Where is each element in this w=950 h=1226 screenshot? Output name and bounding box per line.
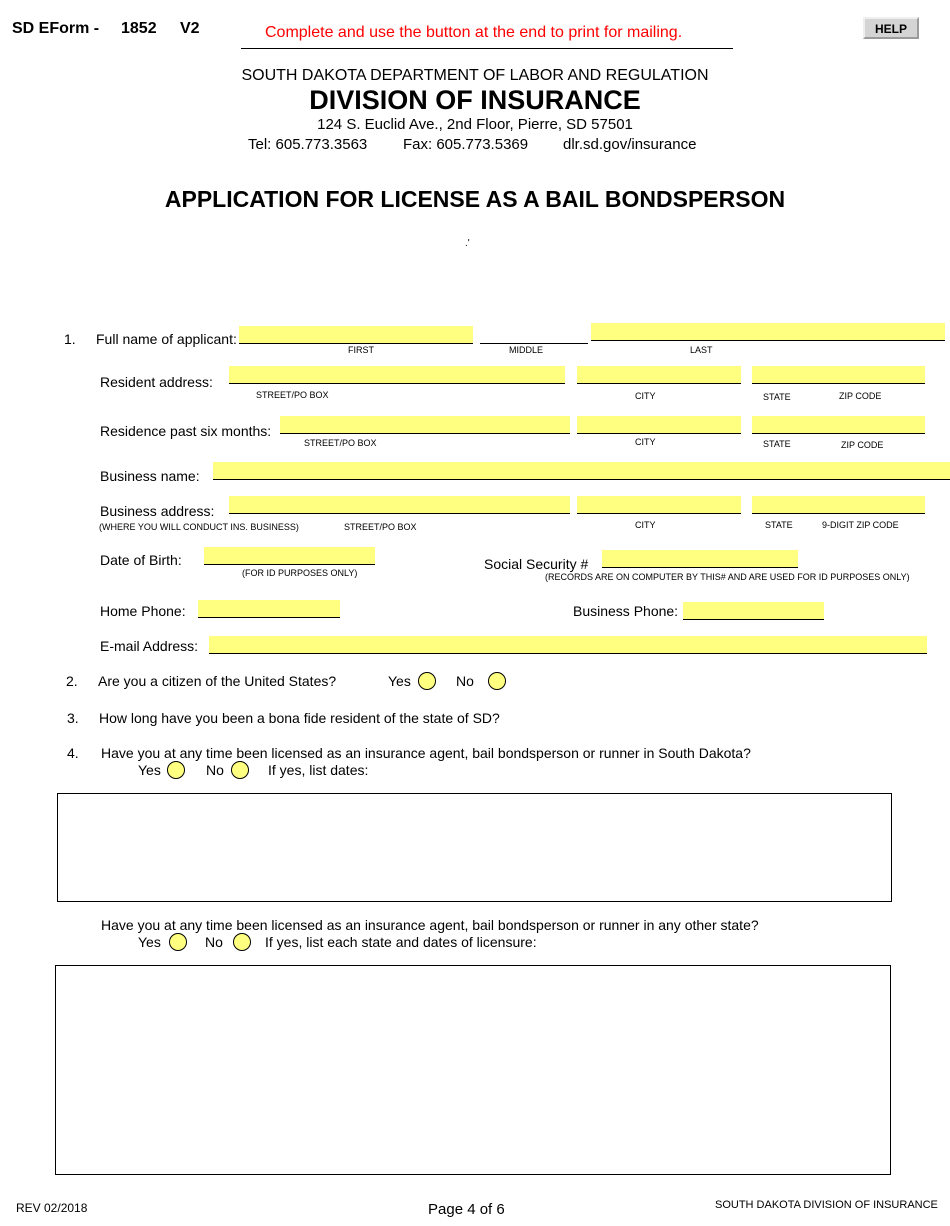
stray-mark: .': [465, 238, 470, 249]
middle-name-field[interactable]: [480, 326, 588, 344]
dob-field[interactable]: [204, 547, 375, 565]
q4-if-yes: If yes, list dates:: [268, 762, 369, 778]
q1-number: 1.: [64, 331, 76, 347]
full-name-label: Full name of applicant:: [96, 331, 237, 347]
past-residence-label: Residence past six months:: [100, 423, 272, 439]
q4b-no-label: No: [205, 934, 223, 950]
business-city-field[interactable]: [577, 496, 741, 514]
business-note: (WHERE YOU WILL CONDUCT INS. BUSINESS): [99, 522, 299, 532]
department-name: SOUTH DAKOTA DEPARTMENT OF LABOR AND REGULATION: [241, 67, 709, 84]
q4b-if-yes: If yes, list each state and dates of licensure:: [265, 934, 537, 950]
agency-website: dlr.sd.gov/insurance: [563, 136, 697, 153]
business-name-field[interactable]: [213, 462, 950, 480]
q4b-text: Have you at any time been licensed as an insurance agent, bail bondsperson or runner in any other state?: [101, 917, 759, 933]
last-caption: LAST: [690, 345, 713, 355]
q4-no-label: No: [206, 762, 224, 778]
business-street-field[interactable]: [229, 496, 570, 514]
past-city-field[interactable]: [577, 416, 741, 434]
q2-yes-radio[interactable]: [418, 672, 436, 690]
instruction-underline: [241, 48, 733, 49]
page-number: Page 4 of 6: [428, 1201, 505, 1218]
first-name-field[interactable]: [239, 326, 473, 344]
zip-caption: ZIP CODE: [839, 391, 882, 401]
sd-license-dates-textarea[interactable]: [57, 793, 892, 902]
city-caption: CITY: [635, 391, 656, 401]
q4-text: Have you at any time been licensed as an insurance agent, bail bondsperson or runner in South Dakota?: [101, 745, 751, 761]
city-caption: CITY: [635, 437, 656, 447]
business-phone-label: Business Phone:: [573, 603, 679, 619]
past-street-field[interactable]: [280, 416, 570, 434]
state-caption: STATE: [763, 392, 791, 402]
business-name-label: Business name:: [100, 468, 200, 484]
ssn-field[interactable]: [602, 550, 798, 568]
home-phone-label: Home Phone:: [100, 603, 186, 619]
revision-date: REV 02/2018: [16, 1201, 88, 1215]
resident-state-zip-field[interactable]: [752, 366, 925, 384]
q4b-no-radio[interactable]: [233, 933, 251, 951]
form-number: 1852: [121, 20, 157, 37]
ssn-label: Social Security #: [484, 556, 589, 572]
help-button[interactable]: HELP: [863, 17, 919, 39]
state-caption: STATE: [763, 439, 791, 449]
q2-yes-label: Yes: [388, 673, 411, 689]
ssn-note: (RECORDS ARE ON COMPUTER BY THIS# AND ARE USED FOR ID PURPOSES ONLY): [545, 572, 910, 582]
home-phone-field[interactable]: [198, 600, 340, 618]
q2-text: Are you a citizen of the United States?: [98, 673, 337, 689]
form-id: SD EForm -: [12, 20, 100, 37]
other-state-licensure-textarea[interactable]: [55, 965, 891, 1175]
resident-street-field[interactable]: [229, 366, 565, 384]
q2-number: 2.: [66, 673, 78, 689]
past-state-zip-field[interactable]: [752, 416, 925, 434]
agency-fax: Fax: 605.773.5369: [403, 136, 529, 153]
dob-note: (FOR ID PURPOSES ONLY): [242, 568, 358, 578]
page-title: APPLICATION FOR LICENSE AS A BAIL BONDSPERSON: [164, 186, 786, 212]
zip9-caption: 9-DIGIT ZIP CODE: [822, 520, 899, 530]
business-address-label: Business address:: [100, 503, 215, 519]
q2-no-radio[interactable]: [488, 672, 506, 690]
q3-text: How long have you been a bona fide resident of the state of SD?: [99, 710, 500, 726]
street-caption: STREET/PO BOX: [256, 390, 329, 400]
email-label: E-mail Address:: [100, 638, 199, 654]
city-caption: CITY: [635, 520, 656, 530]
zip-caption: ZIP CODE: [841, 440, 884, 450]
middle-caption: MIDDLE: [509, 345, 544, 355]
business-phone-field[interactable]: [683, 602, 824, 620]
q3-number: 3.: [67, 710, 79, 726]
q4-no-radio[interactable]: [231, 761, 249, 779]
q4b-yes-label: Yes: [138, 934, 161, 950]
dob-label: Date of Birth:: [100, 552, 182, 568]
first-caption: FIRST: [348, 345, 374, 355]
q4b-yes-radio[interactable]: [169, 933, 187, 951]
division-name: DIVISION OF INSURANCE: [309, 85, 641, 115]
q2-no-label: No: [456, 673, 474, 689]
last-name-field[interactable]: [591, 323, 945, 341]
q4-yes-radio[interactable]: [167, 761, 185, 779]
business-state-zip-field[interactable]: [752, 496, 925, 514]
footer-agency: SOUTH DAKOTA DIVISION OF INSURANCE: [715, 1199, 938, 1211]
resident-address-label: Resident address:: [100, 374, 213, 390]
print-instruction: Complete and use the button at the end to print for mailing.: [265, 24, 683, 41]
email-field[interactable]: [209, 636, 927, 654]
street-caption: STREET/PO BOX: [344, 522, 417, 532]
q4-yes-label: Yes: [138, 762, 161, 778]
agency-tel: Tel: 605.773.3563: [248, 136, 368, 153]
agency-address: 124 S. Euclid Ave., 2nd Floor, Pierre, SD 57501: [317, 116, 633, 133]
resident-city-field[interactable]: [577, 366, 741, 384]
state-caption: STATE: [765, 520, 793, 530]
form-version: V2: [180, 20, 200, 37]
q4-number: 4.: [67, 745, 79, 761]
street-caption: STREET/PO BOX: [304, 438, 377, 448]
